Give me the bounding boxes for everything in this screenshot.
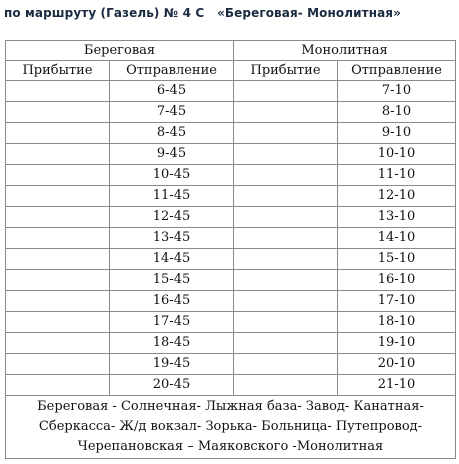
stop-from-header: Береговая [6, 41, 234, 61]
departure-from-cell: 12-45 [110, 207, 234, 228]
departure-from-cell: 7-45 [110, 102, 234, 123]
table-row [6, 270, 456, 291]
table-row [6, 228, 456, 249]
departure-from-cell: 19-45 [110, 354, 234, 375]
departure-to-cell: 20-10 [338, 354, 456, 375]
arrival-from-cell [6, 102, 110, 123]
arrival-from-cell [6, 165, 110, 186]
departure-to-cell: 18-10 [338, 312, 456, 333]
route-row [6, 396, 456, 459]
arrival-to-cell [234, 312, 338, 333]
departure-from-cell: 14-45 [110, 249, 234, 270]
arrival-to-cell [234, 123, 338, 144]
departure-to-cell: 13-10 [338, 207, 456, 228]
arrival-to-cell [234, 81, 338, 102]
departure-from-cell: 6-45 [110, 81, 234, 102]
departure-to-cell: 14-10 [338, 228, 456, 249]
arrival-from-cell [6, 207, 110, 228]
departure-from-cell: 8-45 [110, 123, 234, 144]
arrival-to-cell [234, 333, 338, 354]
departure-to-cell: 10-10 [338, 144, 456, 165]
arrival-from-cell [6, 270, 110, 291]
arrival-from-cell [6, 144, 110, 165]
arrival-to-cell [234, 270, 338, 291]
arrival-from-cell [6, 81, 110, 102]
departure-from-cell: 18-45 [110, 333, 234, 354]
departure-to-cell: 11-10 [338, 165, 456, 186]
table-row [6, 207, 456, 228]
departure-from-cell: 13-45 [110, 228, 234, 249]
stop-header-row [6, 41, 456, 61]
table-row [6, 165, 456, 186]
departure-from-cell: 11-45 [110, 186, 234, 207]
arrival-from-cell [6, 186, 110, 207]
arrival-from-cell [6, 312, 110, 333]
arrival-from-cell [6, 333, 110, 354]
departure-to-cell: 19-10 [338, 333, 456, 354]
table-row [6, 333, 456, 354]
arrival-to-cell [234, 228, 338, 249]
arrival-to-cell [234, 165, 338, 186]
arrival-to-cell [234, 375, 338, 396]
arrival-from-cell [6, 354, 110, 375]
departure-to-cell: 12-10 [338, 186, 456, 207]
table-row [6, 144, 456, 165]
table-row [6, 375, 456, 396]
departure-from-cell: 16-45 [110, 291, 234, 312]
departure-to-cell: 15-10 [338, 249, 456, 270]
departure-to-cell: 21-10 [338, 375, 456, 396]
departure-from-cell: 10-45 [110, 165, 234, 186]
table-row [6, 123, 456, 144]
col-departure-to: Отправление [338, 61, 456, 81]
arrival-from-cell [6, 375, 110, 396]
table-row [6, 291, 456, 312]
arrival-to-cell [234, 207, 338, 228]
departure-to-cell: 16-10 [338, 270, 456, 291]
arrival-from-cell [6, 291, 110, 312]
arrival-from-cell [6, 228, 110, 249]
departure-from-cell: 15-45 [110, 270, 234, 291]
departure-to-cell: 17-10 [338, 291, 456, 312]
page-title: по маршруту (Газель) № 4 С «Береговая- Монолитная» [4, 6, 401, 20]
arrival-to-cell [234, 291, 338, 312]
col-departure-from: Отправление [110, 61, 234, 81]
departure-to-cell: 9-10 [338, 123, 456, 144]
column-header-row [6, 61, 456, 81]
stop-to-header: Монолитная [234, 41, 456, 61]
table-row [6, 186, 456, 207]
arrival-to-cell [234, 249, 338, 270]
table-row [6, 249, 456, 270]
table-row [6, 354, 456, 375]
col-arrival-to: Прибытие [234, 61, 338, 81]
col-arrival-from: Прибытие [6, 61, 110, 81]
table-row [6, 312, 456, 333]
route-stops-text: Береговая - Солнечная- Лыжная база- Завод- Канатная- Сберкасса- Ж/д вокзал- Зорька- Больница- Путепровод- Черепановская – Маяковского -Монолитная [6, 396, 456, 459]
schedule-table [5, 40, 456, 459]
departure-from-cell: 9-45 [110, 144, 234, 165]
arrival-to-cell [234, 354, 338, 375]
arrival-from-cell [6, 123, 110, 144]
table-row [6, 102, 456, 123]
arrival-to-cell [234, 102, 338, 123]
arrival-to-cell [234, 186, 338, 207]
arrival-from-cell [6, 249, 110, 270]
arrival-to-cell [234, 144, 338, 165]
departure-from-cell: 17-45 [110, 312, 234, 333]
departure-to-cell: 8-10 [338, 102, 456, 123]
departure-from-cell: 20-45 [110, 375, 234, 396]
table-row [6, 81, 456, 102]
departure-to-cell: 7-10 [338, 81, 456, 102]
